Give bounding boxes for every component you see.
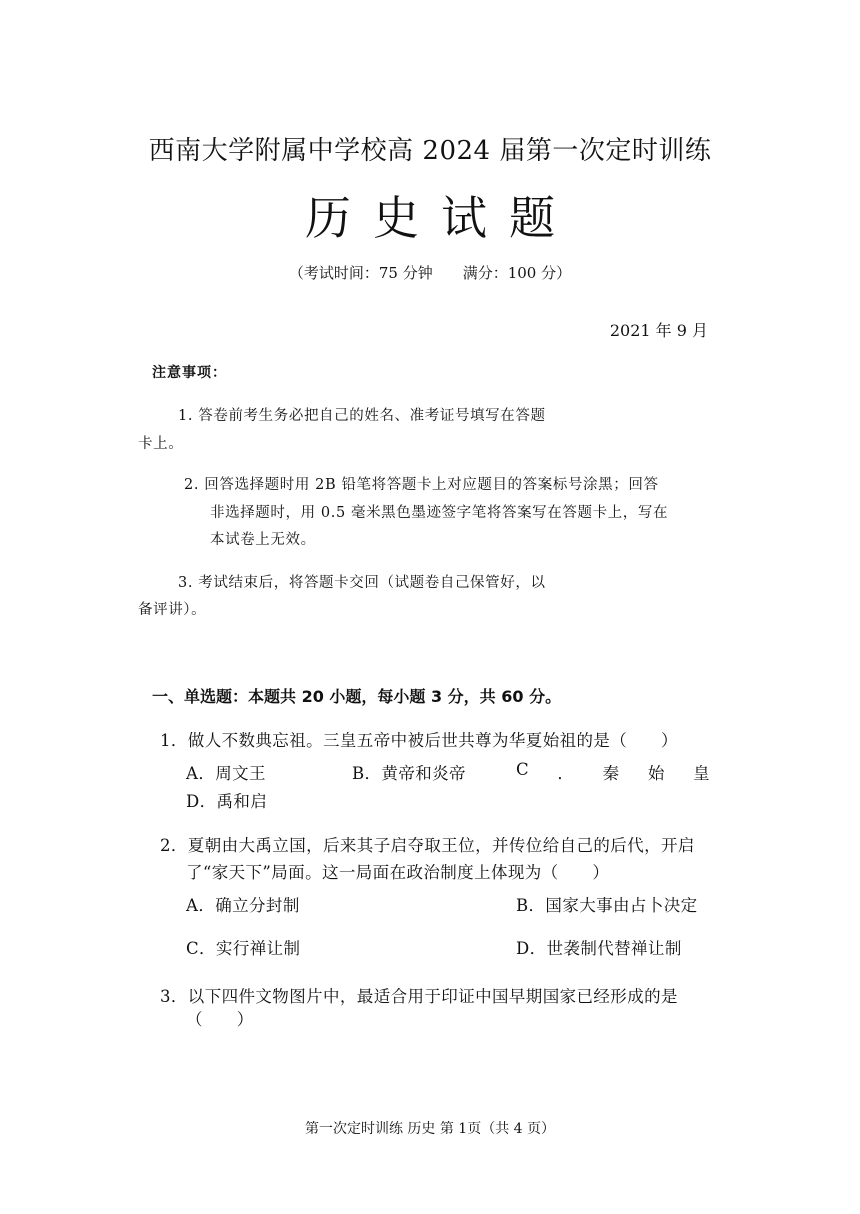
option-c-letter: C <box>516 760 530 779</box>
school-title: 西南大学附属中学校高 2024 届第一次定时训练 <box>148 136 712 166</box>
notice-item-2-line-1: 2. 回答选择题时用 2B 铅笔将答题卡上对应题目的答案标号涂黑；回答 <box>184 477 659 493</box>
notice-item-3-line-1: 3. 考试结束后，将答题卡交回（试题卷自己保管好，以 <box>178 575 546 591</box>
subject-title: 历史试题 <box>305 191 577 245</box>
section-title: 一、单选题：本题共 20 小题，每小题 3 分，共 60 分。 <box>152 687 562 706</box>
notice-item-1-line-2: 卡上。 <box>138 436 184 452</box>
option-a: A．周文王 <box>186 764 266 783</box>
option-b: B．黄帝和炎帝 <box>352 764 466 783</box>
notice-item-2-line-2: 非选择题时，用 0.5 毫米黑色墨迹签字笔将答案写在答题卡上，写在 <box>210 505 669 521</box>
question-stem-line-1: 2．夏朝由大禹立国，后来其子启夺取王位，并传位给自己的后代，开启 <box>160 836 695 855</box>
exam-info: （考试时间：75 分钟 满分：100 分） <box>288 264 572 282</box>
option-c-char-2: 始 <box>647 764 665 783</box>
option-c: C．实行禅让制 <box>186 939 301 958</box>
notice-item-1-line-1: 1. 答卷前考生务必把自己的姓名、准考证号填写在答题 <box>178 408 546 424</box>
option-c <box>516 760 710 784</box>
option-c-char-1: 秦 <box>602 764 620 783</box>
option-d: D．世袭制代替禅让制 <box>516 939 682 958</box>
page-footer: 第一次定时训练 历史 第 1页（共 4 页） <box>304 1121 556 1137</box>
notice-item-3-line-2: 备评讲）。 <box>138 602 207 618</box>
option-c-dot: ． <box>557 764 575 783</box>
notice-title: 注意事项： <box>152 365 227 381</box>
option-a: A．确立分封制 <box>186 896 300 915</box>
question-stem-line-1: 3．以下四件文物图片中，最适合用于印证中国早期国家已经形成的是 <box>160 987 678 1006</box>
option-b: B．国家大事由占卜决定 <box>516 896 698 915</box>
option-d: D．禹和启 <box>186 792 268 811</box>
option-c-char-3: 皇 <box>693 764 710 783</box>
question-stem: 1．做人不数典忘祖。三皇五帝中被后世共尊为华夏始祖的是（ ） <box>160 731 678 750</box>
exam-date: 2021 年 9 月 <box>609 321 708 340</box>
question-stem-line-2: 了“家天下”局面。这一局面在政治制度上体现为（ ） <box>186 863 610 882</box>
notice-item-2-line-3: 本试卷上无效。 <box>210 532 316 548</box>
question-stem-line-2: （ ） <box>186 1010 254 1029</box>
